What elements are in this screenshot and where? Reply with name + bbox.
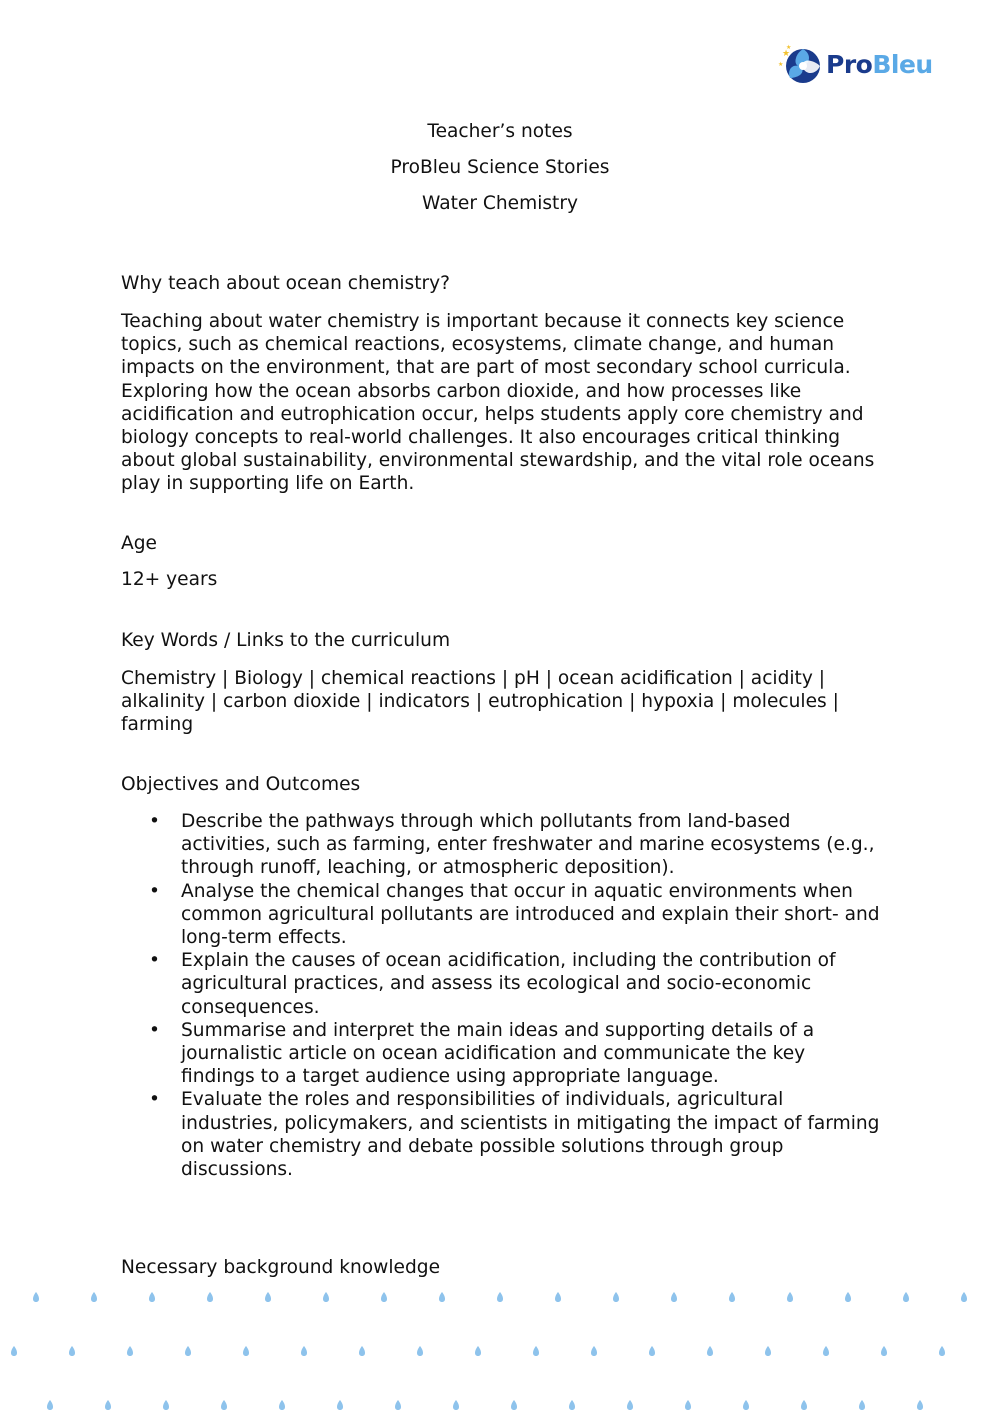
water-drop-icon <box>511 1400 517 1410</box>
water-drop-icon <box>743 1400 749 1410</box>
probleu-swirl-icon <box>778 42 822 86</box>
water-drop-icon <box>707 1346 713 1356</box>
water-drop-icon <box>729 1292 735 1302</box>
water-drop-icon <box>555 1292 561 1302</box>
series-title: ProBleu Science Stories <box>390 157 610 178</box>
objectives-list <box>121 810 881 1181</box>
water-drop-icon <box>787 1292 793 1302</box>
water-drop-icon <box>685 1400 691 1410</box>
water-drop-icon <box>279 1400 285 1410</box>
water-drop-icon <box>881 1346 887 1356</box>
objective-text: Analyse the chemical changes that occur in aquatic environments when common agricultural pollutants are introduced and explain their short- and long-term effects. <box>181 880 880 949</box>
objective-text: Evaluate the roles and responsibilities of individuals, agricultural industries, policymakers, and scientists in mitigating the impact of farming on water chemistry and debate possible solutions through group discussions. <box>181 1089 880 1181</box>
water-drop-icon <box>591 1346 597 1356</box>
background-heading: Necessary background knowledge <box>121 1257 441 1278</box>
water-drop-icon <box>439 1292 445 1302</box>
doc-type-title: Teacher’s notes <box>427 121 573 142</box>
water-drop-icon <box>417 1346 423 1356</box>
water-drop-icon <box>243 1346 249 1356</box>
logo-text-bleu: Bleu <box>872 49 933 79</box>
logo-text-pro: Pro <box>826 49 873 79</box>
bullet: • <box>149 880 160 902</box>
water-drop-icon <box>163 1400 169 1410</box>
water-drop-icon <box>649 1346 655 1356</box>
water-drop-icon <box>359 1346 365 1356</box>
water-drop-icon <box>381 1292 387 1302</box>
water-drops-decoration <box>0 1280 1000 1415</box>
water-drop-icon <box>569 1400 575 1410</box>
water-drop-icon <box>453 1400 459 1410</box>
water-drop-icon <box>69 1346 75 1356</box>
water-drop-icon <box>671 1292 677 1302</box>
age-value: 12+ years <box>121 569 218 590</box>
why-body: Teaching about water chemistry is important because it connects key science topics, such as chemical reactions, ecosystems, climate change, and human impacts on the environment, that are part of most secondary school curricula. Exploring how the ocean absorbs carbon dioxide, and how processes like acidification and eutrophication occur, helps students apply core chemistry and biology concepts to real-world challenges. It also encourages critical thinking about global sustainability, environmental stewardship, and the vital role oceans play in supporting life on Earth. <box>121 311 875 495</box>
topic-title: Water Chemistry <box>422 193 578 214</box>
water-drop-icon <box>323 1292 329 1302</box>
svg-text:★: ★ <box>782 49 791 59</box>
water-drop-icon <box>265 1292 271 1302</box>
water-drop-icon <box>497 1292 503 1302</box>
water-drop-icon <box>185 1346 191 1356</box>
objective-text: Describe the pathways through which pollutants from land-based activities, such as farming, enter freshwater and marine ecosystems (e.g., through runoff, leaching, or atmospheric deposition). <box>181 811 875 879</box>
water-drop-icon <box>917 1400 923 1410</box>
water-drop-icon <box>337 1400 343 1410</box>
water-drop-icon <box>301 1346 307 1356</box>
objective-item <box>121 1019 881 1089</box>
objective-item <box>121 810 881 880</box>
water-drop-icon <box>221 1400 227 1410</box>
water-drop-icon <box>33 1292 39 1302</box>
objectives-heading: Objectives and Outcomes <box>121 774 361 795</box>
objective-text: Summarise and interpret the main ideas and supporting details of a journalistic article on ocean acidification and communicate the key findings to a target audience using appropriate language. <box>181 1019 815 1088</box>
bullet: • <box>149 811 160 832</box>
water-drop-icon <box>613 1292 619 1302</box>
water-drop-icon <box>533 1346 539 1356</box>
water-drop-icon <box>859 1400 865 1410</box>
water-drop-icon <box>765 1346 771 1356</box>
water-drop-icon <box>823 1346 829 1356</box>
water-drop-icon <box>961 1292 967 1302</box>
svg-text:★: ★ <box>778 61 784 68</box>
water-drop-icon <box>903 1292 909 1302</box>
logo-wordmark <box>826 50 933 79</box>
keywords-body: Chemistry | Biology | chemical reactions | pH | ocean acidification | acidity | alkalinity | carbon dioxide | indicators | eutrophication | hypoxia | molecules | farming <box>121 668 839 736</box>
water-drop-icon <box>11 1346 17 1356</box>
bullet: • <box>149 950 160 972</box>
water-drop-icon <box>149 1292 155 1302</box>
keywords-heading: Key Words / Links to the curriculum <box>121 630 451 651</box>
objective-text: Explain the causes of ocean acidification, including the contribution of agricultural practices, and assess its ecological and socio-economic consequences. <box>181 950 836 1018</box>
objective-item <box>121 949 881 1019</box>
probleu-logo <box>778 42 933 86</box>
water-drop-icon <box>105 1400 111 1410</box>
water-drop-icon <box>91 1292 97 1302</box>
water-drop-icon <box>939 1346 945 1356</box>
objective-item <box>121 880 881 950</box>
water-drop-icon <box>475 1346 481 1356</box>
objective-item <box>121 1088 881 1181</box>
svg-text:★: ★ <box>786 44 792 51</box>
water-drop-icon <box>207 1292 213 1302</box>
water-drop-icon <box>47 1400 53 1410</box>
water-drop-icon <box>801 1400 807 1410</box>
water-drop-icon <box>395 1400 401 1410</box>
why-heading: Why teach about ocean chemistry? <box>121 273 451 294</box>
water-drop-icon <box>627 1400 633 1410</box>
water-drop-icon <box>127 1346 133 1356</box>
bullet: • <box>149 1019 160 1041</box>
bullet: • <box>149 1089 160 1111</box>
water-drop-icon <box>845 1292 851 1302</box>
age-heading: Age <box>121 533 157 554</box>
